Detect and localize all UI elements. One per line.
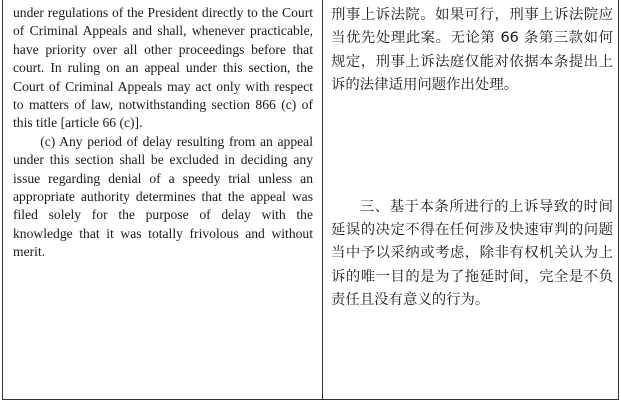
chinese-paragraph-1: 刑事上诉法院。如果可行，刑事上诉法院应当优先处理此案。无论第 66 条第三款如何规定，刑事上诉法庭仅能对依据本条提出上诉的法律适用问题作出处理。: [331, 7, 613, 94]
chinese-paragraph-2: 三、基于本条所进行的上诉导致的时间延误的决定不得在任何涉及快速审判的问题当中予以采纳或考虑，除非有权机关认为上诉的唯一目的是为了拖延时间，完全是不负责任且没有意义的行为。: [331, 198, 613, 309]
bilingual-table: [2, 0, 619, 400]
english-paragraph-1: under regulations of the President directly to the Court of Criminal Appeals and shall, whenever practicable, have priority over all other proceedings before that court. In ruling on an appeal under this section, the Court of Criminal Appeals may act only with respect to matters of law, notwithstanding section 866 (c) of this title [article 66 (c)].: [13, 5, 313, 131]
english-paragraph-2: (c) Any period of delay resulting from an appeal under this section shall be excluded in deciding any issue regarding denial of a speedy trial unless an appropriate authority determines that the appeal was filed solely for the purpose of delay with the knowledge that it was totally frivolous and without merit.: [13, 133, 313, 260]
paragraph-spacer: [331, 98, 613, 196]
column-divider: [322, 0, 323, 400]
english-column: [13, 4, 313, 262]
chinese-column: [331, 4, 613, 313]
